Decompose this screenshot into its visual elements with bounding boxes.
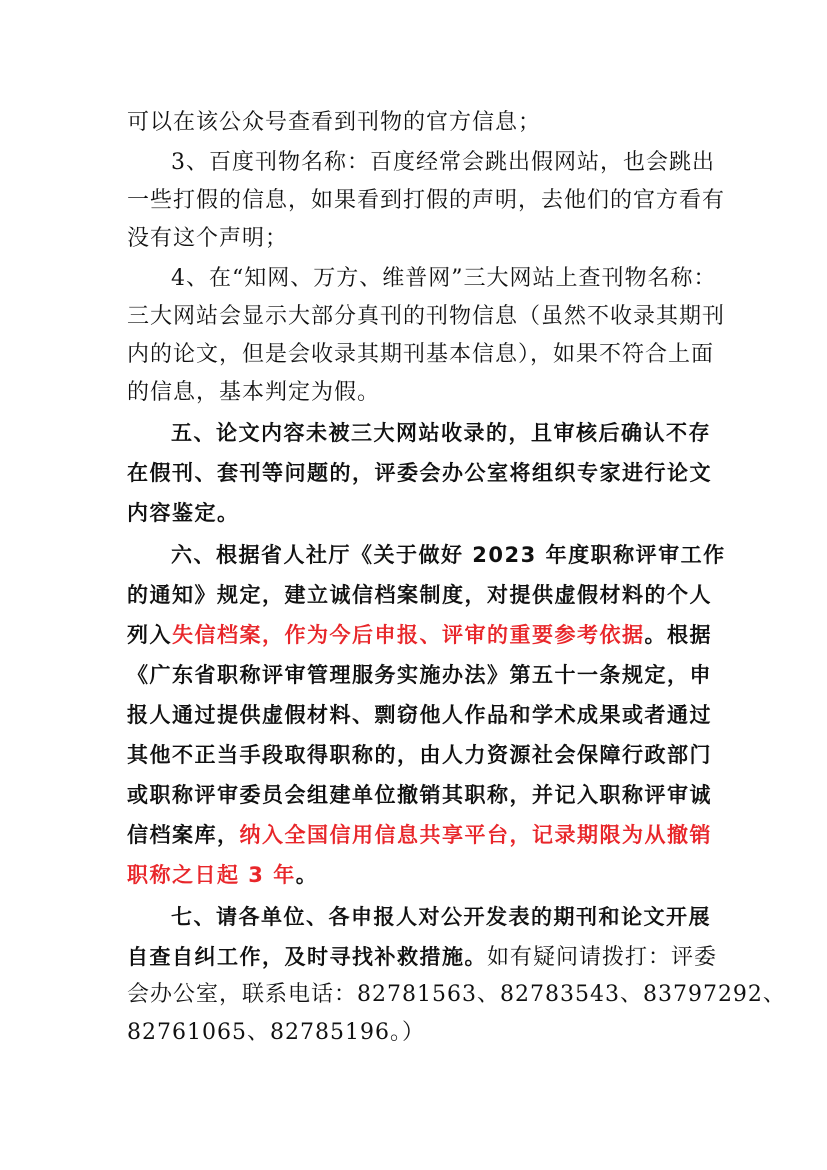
section-6-line-2: 的通知》规定，建立诚信档案制度，对提供虚假材料的个人	[127, 583, 712, 607]
section-6-line-7: 或职称评审委员会组建单位撤销其职称，并记入职称评审诚	[127, 783, 712, 807]
section-6-line-3-start: 列入	[127, 623, 172, 647]
credit-record-emphasis: 失信档案，作为今后申报、评审的重要参考依据	[172, 623, 645, 647]
section-7-line-1: 七、请各单位、各申报人对公开发表的期刊和论文开展	[171, 905, 711, 929]
item-4-line-4: 的信息，基本判定为假。	[127, 380, 381, 405]
section-6-line-3-end: 。根据	[644, 623, 712, 647]
section-7-line-2-regular: 如有疑问请拨打：评委	[487, 945, 718, 970]
section-7-line-2	[127, 942, 718, 972]
section-6-line-9	[127, 860, 702, 890]
section-6-line-3	[127, 620, 712, 650]
section-6-line-9-end: 。	[295, 863, 319, 887]
section-7-line-2-bold: 自查自纠工作，及时寻找补救措施。	[127, 945, 487, 969]
item-3-line-3: 没有这个声明；	[127, 226, 289, 251]
item-4-line-3: 内的论文，但是会收录其期刊基本信息），如果不符合上面	[127, 342, 715, 367]
section-6-line-4: 《广东省职称评审管理服务实施办法》第五十一条规定，申	[127, 663, 712, 687]
section-5-line-1: 五、论文内容未被三大网站收录的，且审核后确认不存	[171, 421, 711, 445]
item-4-line-1: 4、在“知网、万方、维普网”三大网站上查刊物名称：	[171, 266, 717, 291]
item-3-line-2: 一些打假的信息，如果看到打假的声明，去他们的官方看有	[127, 188, 726, 213]
section-6-line-8-start: 信档案库，	[127, 823, 240, 847]
section-7-contact-line: 会办公室，联系电话：82781563、82783543、83797292、	[127, 982, 786, 1007]
section-7-phone-line: 82761065、82785196。）	[127, 1020, 425, 1045]
section-6-line-6: 其他不正当手段取得职称的，由人力资源社会保障行政部门	[127, 743, 712, 767]
section-6-line-8	[127, 820, 712, 850]
item-4-line-2: 三大网站会显示大部分真刊的刊物信息（虽然不收录其期刊	[127, 304, 726, 329]
section-5-line-2: 在假刊、套刊等问题的，评委会办公室将组织专家进行论文	[127, 461, 712, 485]
paragraph-continuation-line: 可以在该公众号查看到刊物的官方信息；	[127, 110, 542, 135]
record-period-emphasis: 职称之日起 3 年	[127, 863, 296, 887]
item-3-line-1: 3、百度刊物名称：百度经常会跳出假网站，也会跳出	[171, 150, 715, 175]
credit-platform-emphasis: 纳入全国信用信息共享平台，记录期限为从撤销	[239, 823, 712, 847]
section-5-line-3: 内容鉴定。	[127, 501, 240, 525]
section-6-line-1: 六、根据省人社厅《关于做好 2023 年度职称评审工作	[171, 543, 726, 567]
section-6-line-5: 报人通过提供虚假材料、剽窃他人作品和学术成果或者通过	[127, 703, 712, 727]
